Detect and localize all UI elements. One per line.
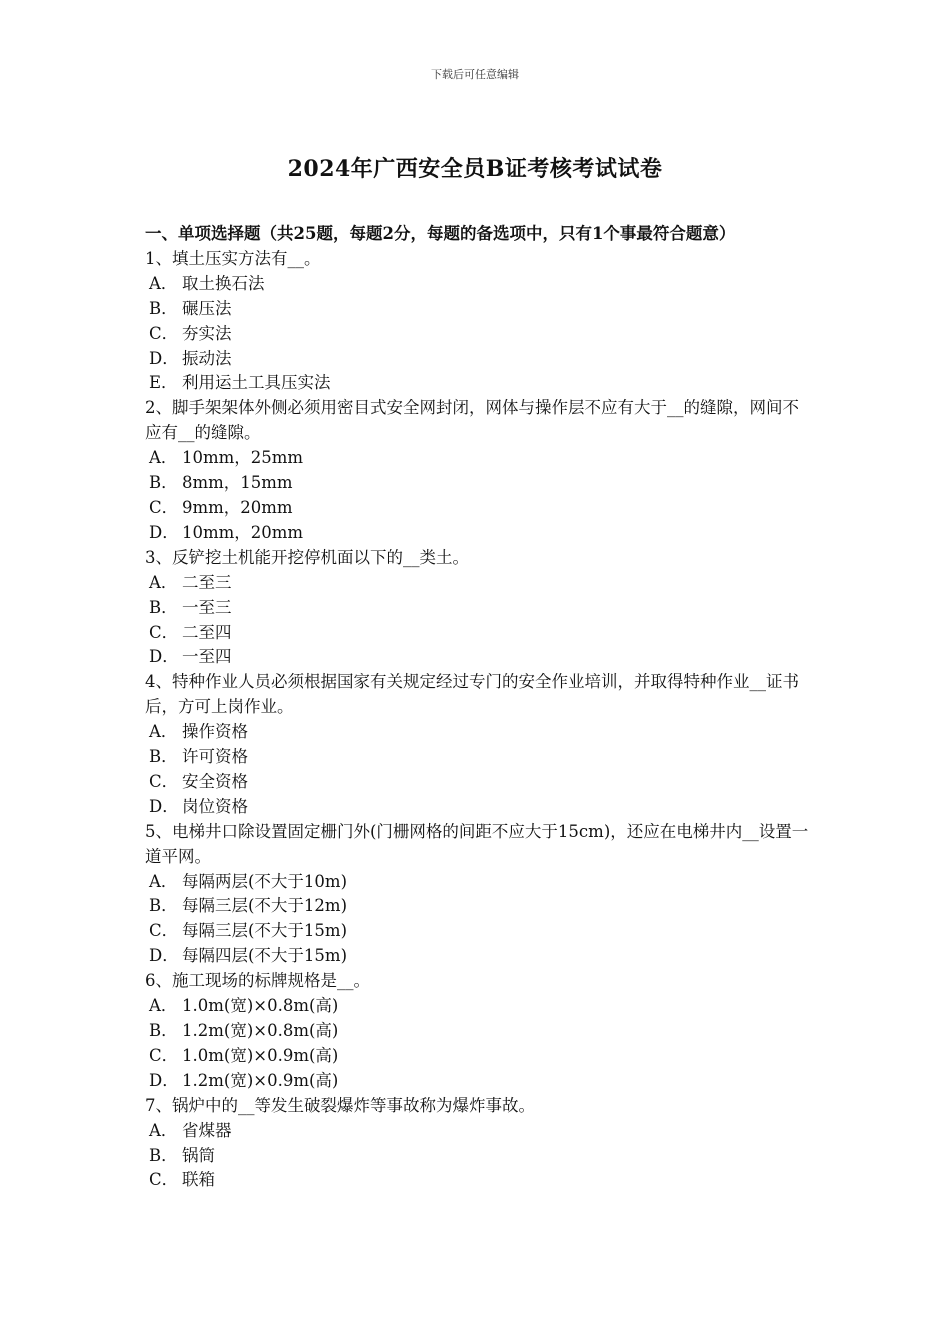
option-text: 操作资格 (182, 722, 248, 742)
question-stem: 2、脚手架架体外侧必须用密目式安全网封闭，网体与操作层不应有大于__的缝隙，网间不应有__的缝隙。 (145, 398, 799, 443)
option-letter: E． (149, 373, 178, 393)
answer-option (145, 1168, 815, 1193)
option-text: 1.2m(宽)×0.9m(高) (182, 1070, 339, 1090)
answer-option (145, 596, 815, 621)
question-item (145, 546, 815, 671)
option-letter: A． (149, 996, 178, 1016)
answer-option (145, 1144, 815, 1169)
option-letter: A． (149, 871, 178, 891)
option-text: 8mm，15mm (182, 473, 293, 493)
option-text: 省煤器 (182, 1120, 232, 1140)
answer-option (145, 720, 815, 745)
option-letter: D． (149, 946, 179, 966)
option-letter: C． (149, 1170, 179, 1190)
option-letter: C． (149, 921, 179, 941)
answer-option (145, 919, 815, 944)
question-item (145, 820, 815, 969)
option-letter: C． (149, 323, 179, 343)
answer-option (145, 770, 815, 795)
option-letter: B． (149, 1145, 178, 1165)
question-item (145, 396, 815, 545)
option-text: 10mm，20mm (182, 522, 304, 542)
option-text: 二至四 (182, 622, 232, 642)
answer-option (145, 1019, 815, 1044)
answer-option (145, 571, 815, 596)
document-body (145, 222, 815, 1193)
option-letter: C． (149, 1045, 179, 1065)
answer-option (145, 1119, 815, 1144)
option-letter: D． (149, 348, 179, 368)
option-letter: B． (149, 1021, 178, 1040)
question-stem: 3、反铲挖土机能开挖停机面以下的__类土。 (145, 547, 469, 567)
document-title: 2024年广西安全员B证考核考试试卷 (287, 156, 663, 182)
option-text: 碾压法 (182, 298, 232, 318)
option-text: 9mm，20mm (182, 497, 293, 517)
option-text: 锅筒 (182, 1145, 215, 1165)
answer-option (145, 272, 815, 297)
option-text: 每隔两层(不大于10m) (182, 871, 348, 891)
question-item (145, 247, 815, 396)
option-letter: A． (149, 722, 178, 742)
option-text: 夯实法 (182, 323, 232, 343)
option-text: 1.0m(宽)×0.8m(高) (182, 996, 339, 1016)
option-text: 联箱 (182, 1170, 215, 1190)
section-heading: 一、单项选择题（共25题，每题2分，每题的备选项中，只有1个事最符合题意） (145, 224, 736, 243)
option-letter: B． (149, 747, 178, 767)
question-stem: 7、锅炉中的__等发生破裂爆炸等事故称为爆炸事故。 (145, 1095, 535, 1115)
question-item (145, 969, 815, 1094)
answer-option (145, 745, 815, 770)
option-letter: B． (149, 473, 178, 493)
question-stem: 4、特种作业人员必须根据国家有关规定经过专门的安全作业培训，并取得特种作业__证书后，方可上岗作业。 (145, 672, 799, 717)
option-text: 取土换石法 (182, 273, 265, 293)
option-letter: D． (149, 796, 179, 816)
option-letter: A． (149, 1120, 178, 1140)
option-letter: B． (149, 597, 178, 617)
answer-option (145, 297, 815, 322)
answer-option (145, 795, 815, 820)
option-letter: D． (149, 647, 179, 667)
option-text: 1.2m(宽)×0.8m(高) (182, 1021, 339, 1040)
answer-option (145, 645, 815, 670)
option-text: 许可资格 (182, 747, 248, 767)
answer-option (145, 521, 815, 546)
answer-option (145, 446, 815, 471)
question-item (145, 670, 815, 819)
question-stem: 6、施工现场的标牌规格是__。 (145, 971, 370, 991)
answer-option (145, 1044, 815, 1069)
option-letter: C． (149, 771, 179, 791)
answer-option (145, 1069, 815, 1094)
option-letter: D． (149, 522, 179, 542)
option-text: 10mm，25mm (182, 448, 304, 468)
answer-option (145, 371, 815, 396)
option-letter: B． (149, 896, 178, 916)
option-text: 每隔三层(不大于12m) (182, 896, 348, 916)
answer-option (145, 471, 815, 496)
option-text: 二至三 (182, 572, 232, 592)
answer-option (145, 870, 815, 895)
answer-option (145, 994, 815, 1019)
option-letter: A． (149, 448, 178, 468)
header-note: 下载后可任意编辑 (431, 68, 519, 81)
option-letter: D． (149, 1070, 179, 1090)
option-letter: C． (149, 497, 179, 517)
answer-option (145, 347, 815, 372)
answer-option (145, 944, 815, 969)
answer-option (145, 894, 815, 919)
answer-option (145, 621, 815, 646)
option-text: 1.0m(宽)×0.9m(高) (182, 1045, 339, 1065)
option-text: 岗位资格 (182, 796, 248, 816)
answer-option (145, 496, 815, 521)
option-text: 每隔三层(不大于15m) (182, 921, 348, 941)
option-letter: C． (149, 622, 179, 642)
option-text: 安全资格 (182, 771, 248, 791)
question-stem: 1、填土压实方法有__。 (145, 248, 321, 268)
option-text: 一至三 (182, 597, 232, 617)
option-letter: B． (149, 298, 178, 318)
answer-option (145, 322, 815, 347)
option-text: 每隔四层(不大于15m) (182, 946, 348, 966)
question-stem: 5、电梯井口除设置固定栅门外(门栅网格的间距不应大于15cm)，还应在电梯井内__设置一道平网。 (145, 821, 809, 866)
option-letter: A． (149, 273, 178, 293)
question-item (145, 1094, 815, 1194)
option-text: 利用运土工具压实法 (182, 373, 331, 393)
option-letter: A． (149, 572, 178, 592)
option-text: 一至四 (182, 647, 232, 667)
question-list (145, 247, 815, 1193)
option-text: 振动法 (182, 348, 232, 368)
